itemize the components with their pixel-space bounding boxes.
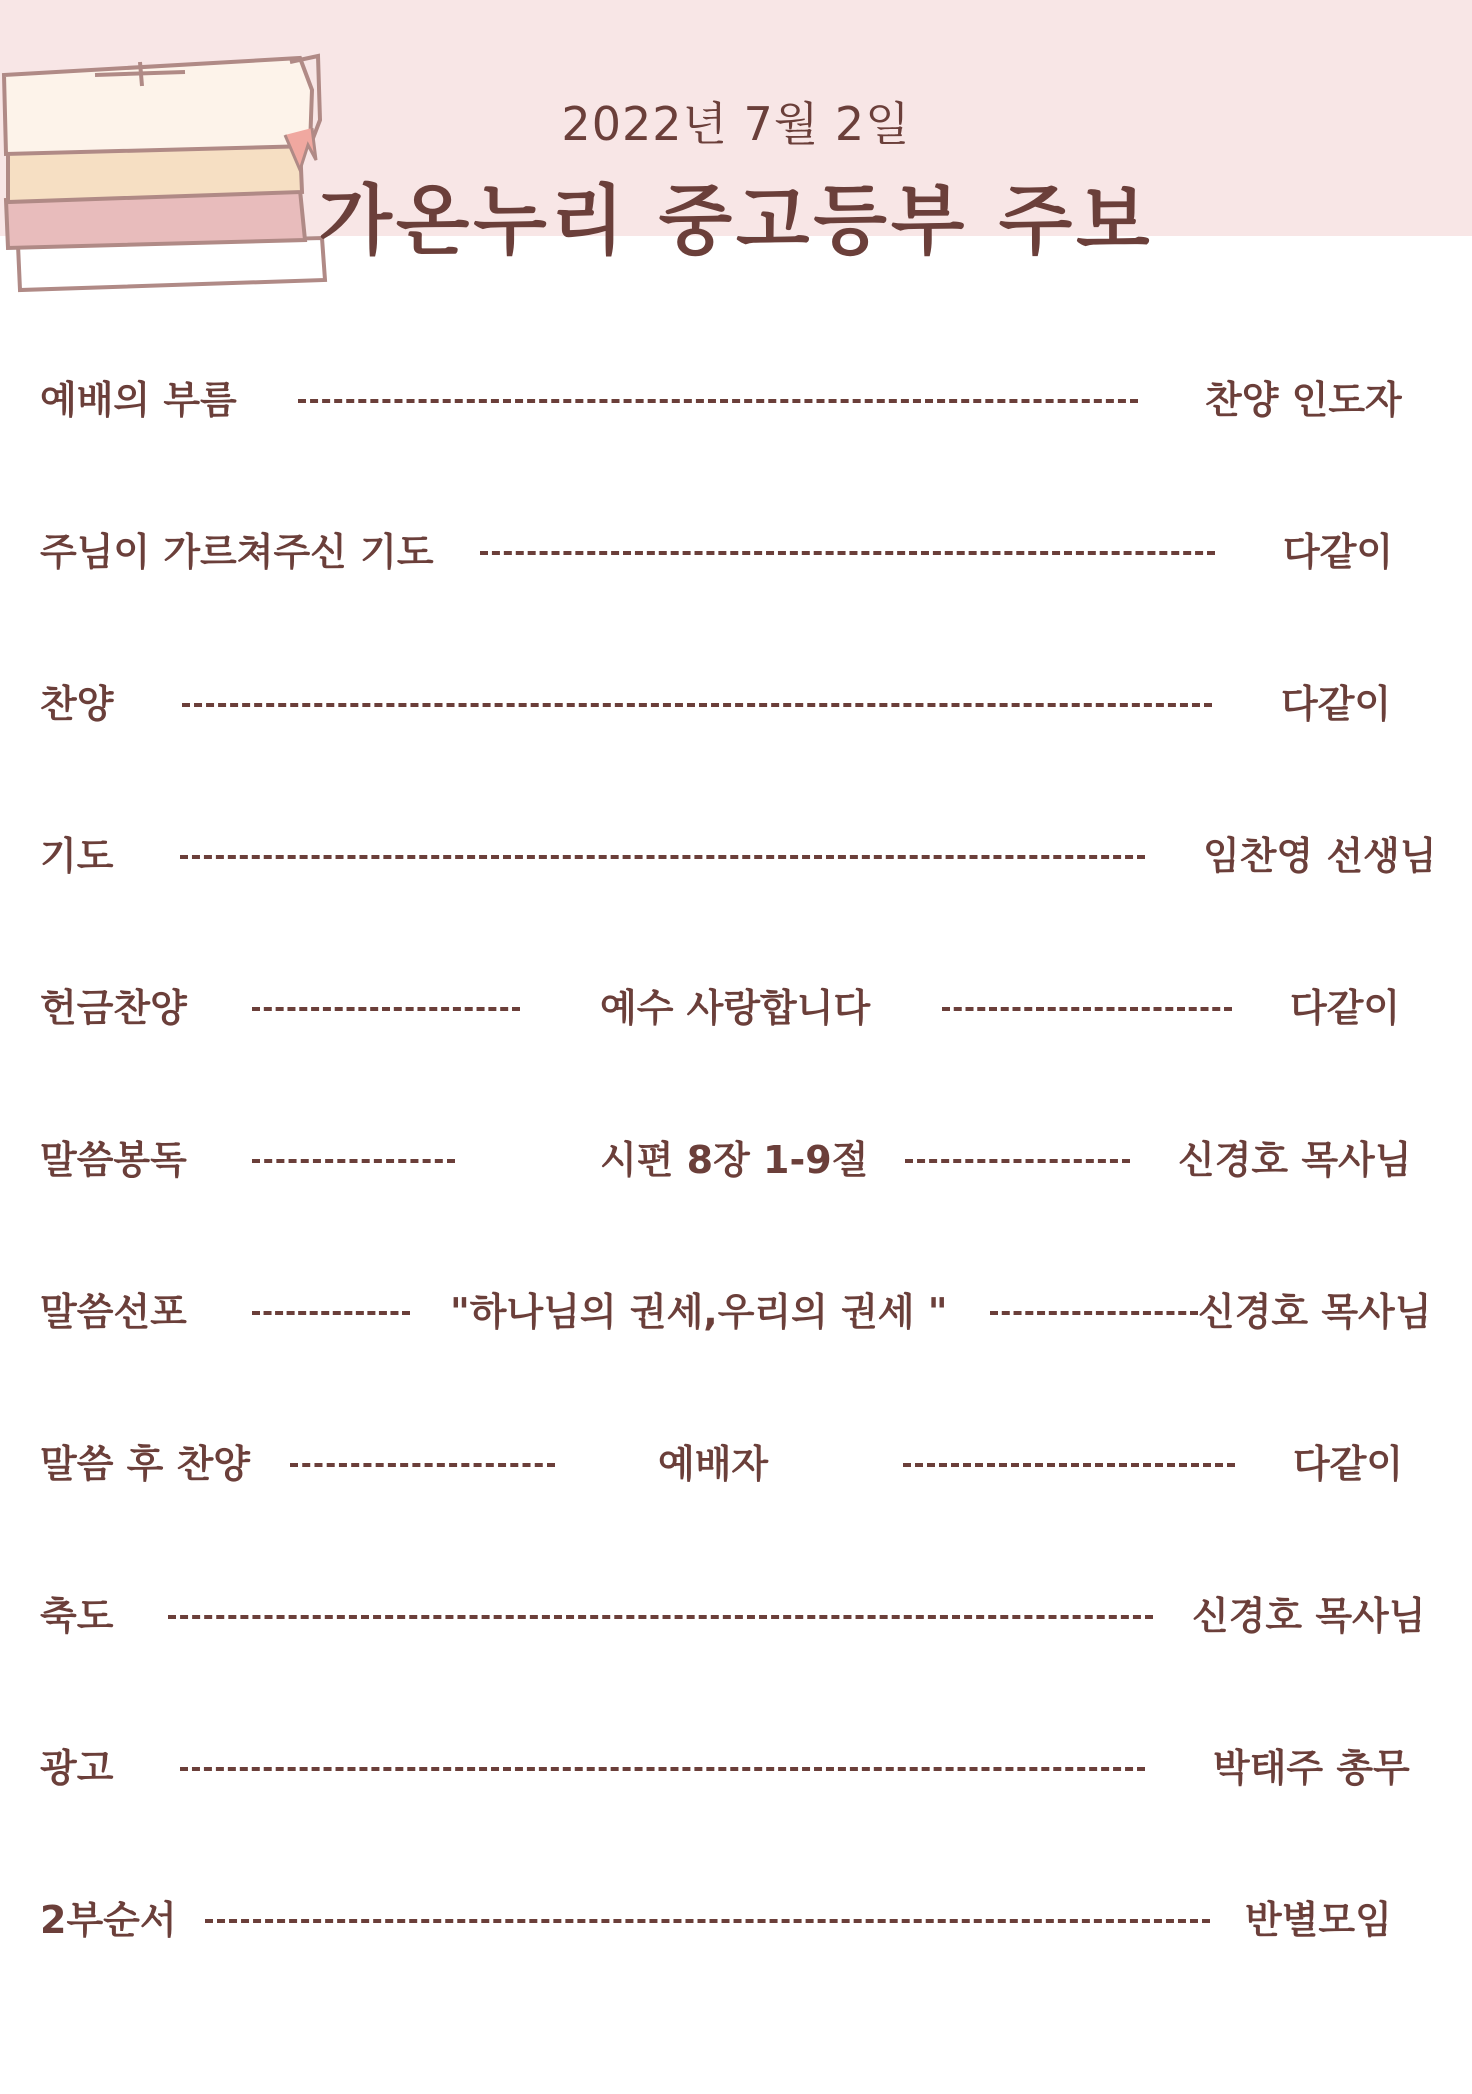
program-item-performer: 신경호 목사님 bbox=[1178, 1138, 1412, 1182]
dashed-leader bbox=[905, 1159, 1130, 1163]
program-row bbox=[0, 522, 1472, 582]
program-item-performer: 신경호 목사님 bbox=[1192, 1594, 1426, 1638]
program-item-label: 말씀선포 bbox=[40, 1290, 187, 1334]
program-item-middle: 시편 8장 1-9절 bbox=[600, 1138, 869, 1182]
program-item-middle: "하나님의 권세,우리의 권세 " bbox=[450, 1290, 948, 1334]
program-row bbox=[0, 1130, 1472, 1190]
program-item-label: 찬양 bbox=[40, 682, 114, 726]
program-row bbox=[0, 978, 1472, 1038]
program-item-label: 광고 bbox=[40, 1746, 114, 1790]
dashed-leader bbox=[480, 551, 1215, 555]
dashed-leader bbox=[180, 855, 1145, 859]
dashed-leader bbox=[252, 1159, 455, 1163]
program-item-performer: 찬양 인도자 bbox=[1205, 378, 1402, 422]
program-row bbox=[0, 1890, 1472, 1950]
dashed-leader bbox=[290, 1463, 555, 1467]
program-item-performer: 반별모임 bbox=[1245, 1898, 1392, 1942]
program-row bbox=[0, 674, 1472, 734]
dashed-leader bbox=[990, 1311, 1198, 1315]
dashed-leader bbox=[205, 1919, 1210, 1923]
program-item-middle: 예수 사랑합니다 bbox=[600, 986, 871, 1030]
program-row bbox=[0, 826, 1472, 886]
program-item-performer: 다같이 bbox=[1293, 1442, 1404, 1486]
program-row bbox=[0, 1586, 1472, 1646]
dashed-leader bbox=[252, 1311, 410, 1315]
program-item-label: 기도 bbox=[40, 834, 114, 878]
program-item-label: 2부순서 bbox=[40, 1898, 177, 1942]
program-row bbox=[0, 1738, 1472, 1798]
program-row bbox=[0, 1282, 1472, 1342]
program-item-label: 말씀 후 찬양 bbox=[40, 1442, 250, 1486]
dashed-leader bbox=[168, 1615, 1153, 1619]
dashed-leader bbox=[942, 1007, 1232, 1011]
program-item-performer: 임찬영 선생님 bbox=[1203, 834, 1437, 878]
program-item-performer: 다같이 bbox=[1290, 986, 1401, 1030]
program-item-performer: 다같이 bbox=[1281, 682, 1392, 726]
program-item-label: 말씀봉독 bbox=[40, 1138, 187, 1182]
program-item-performer: 박태주 총무 bbox=[1213, 1746, 1410, 1790]
program-row bbox=[0, 1434, 1472, 1494]
dashed-leader bbox=[298, 399, 1138, 403]
bulletin-title: 가온누리 중고등부 주보 bbox=[318, 176, 1154, 265]
program-item-label: 주님이 가르쳐주신 기도 bbox=[40, 530, 434, 574]
dashed-leader bbox=[903, 1463, 1235, 1467]
program-item-label: 헌금찬양 bbox=[40, 986, 187, 1030]
program-item-label: 축도 bbox=[40, 1594, 114, 1638]
dashed-leader bbox=[182, 703, 1212, 707]
program-item-label: 예배의 부름 bbox=[40, 378, 237, 422]
program-item-middle: 예배자 bbox=[658, 1442, 769, 1486]
program-row bbox=[0, 370, 1472, 430]
dashed-leader bbox=[252, 1007, 520, 1011]
dashed-leader bbox=[180, 1767, 1145, 1771]
program-item-performer: 신경호 목사님 bbox=[1198, 1290, 1432, 1334]
program-item-performer: 다같이 bbox=[1283, 530, 1394, 574]
bulletin-date: 2022년 7월 2일 bbox=[561, 97, 911, 151]
